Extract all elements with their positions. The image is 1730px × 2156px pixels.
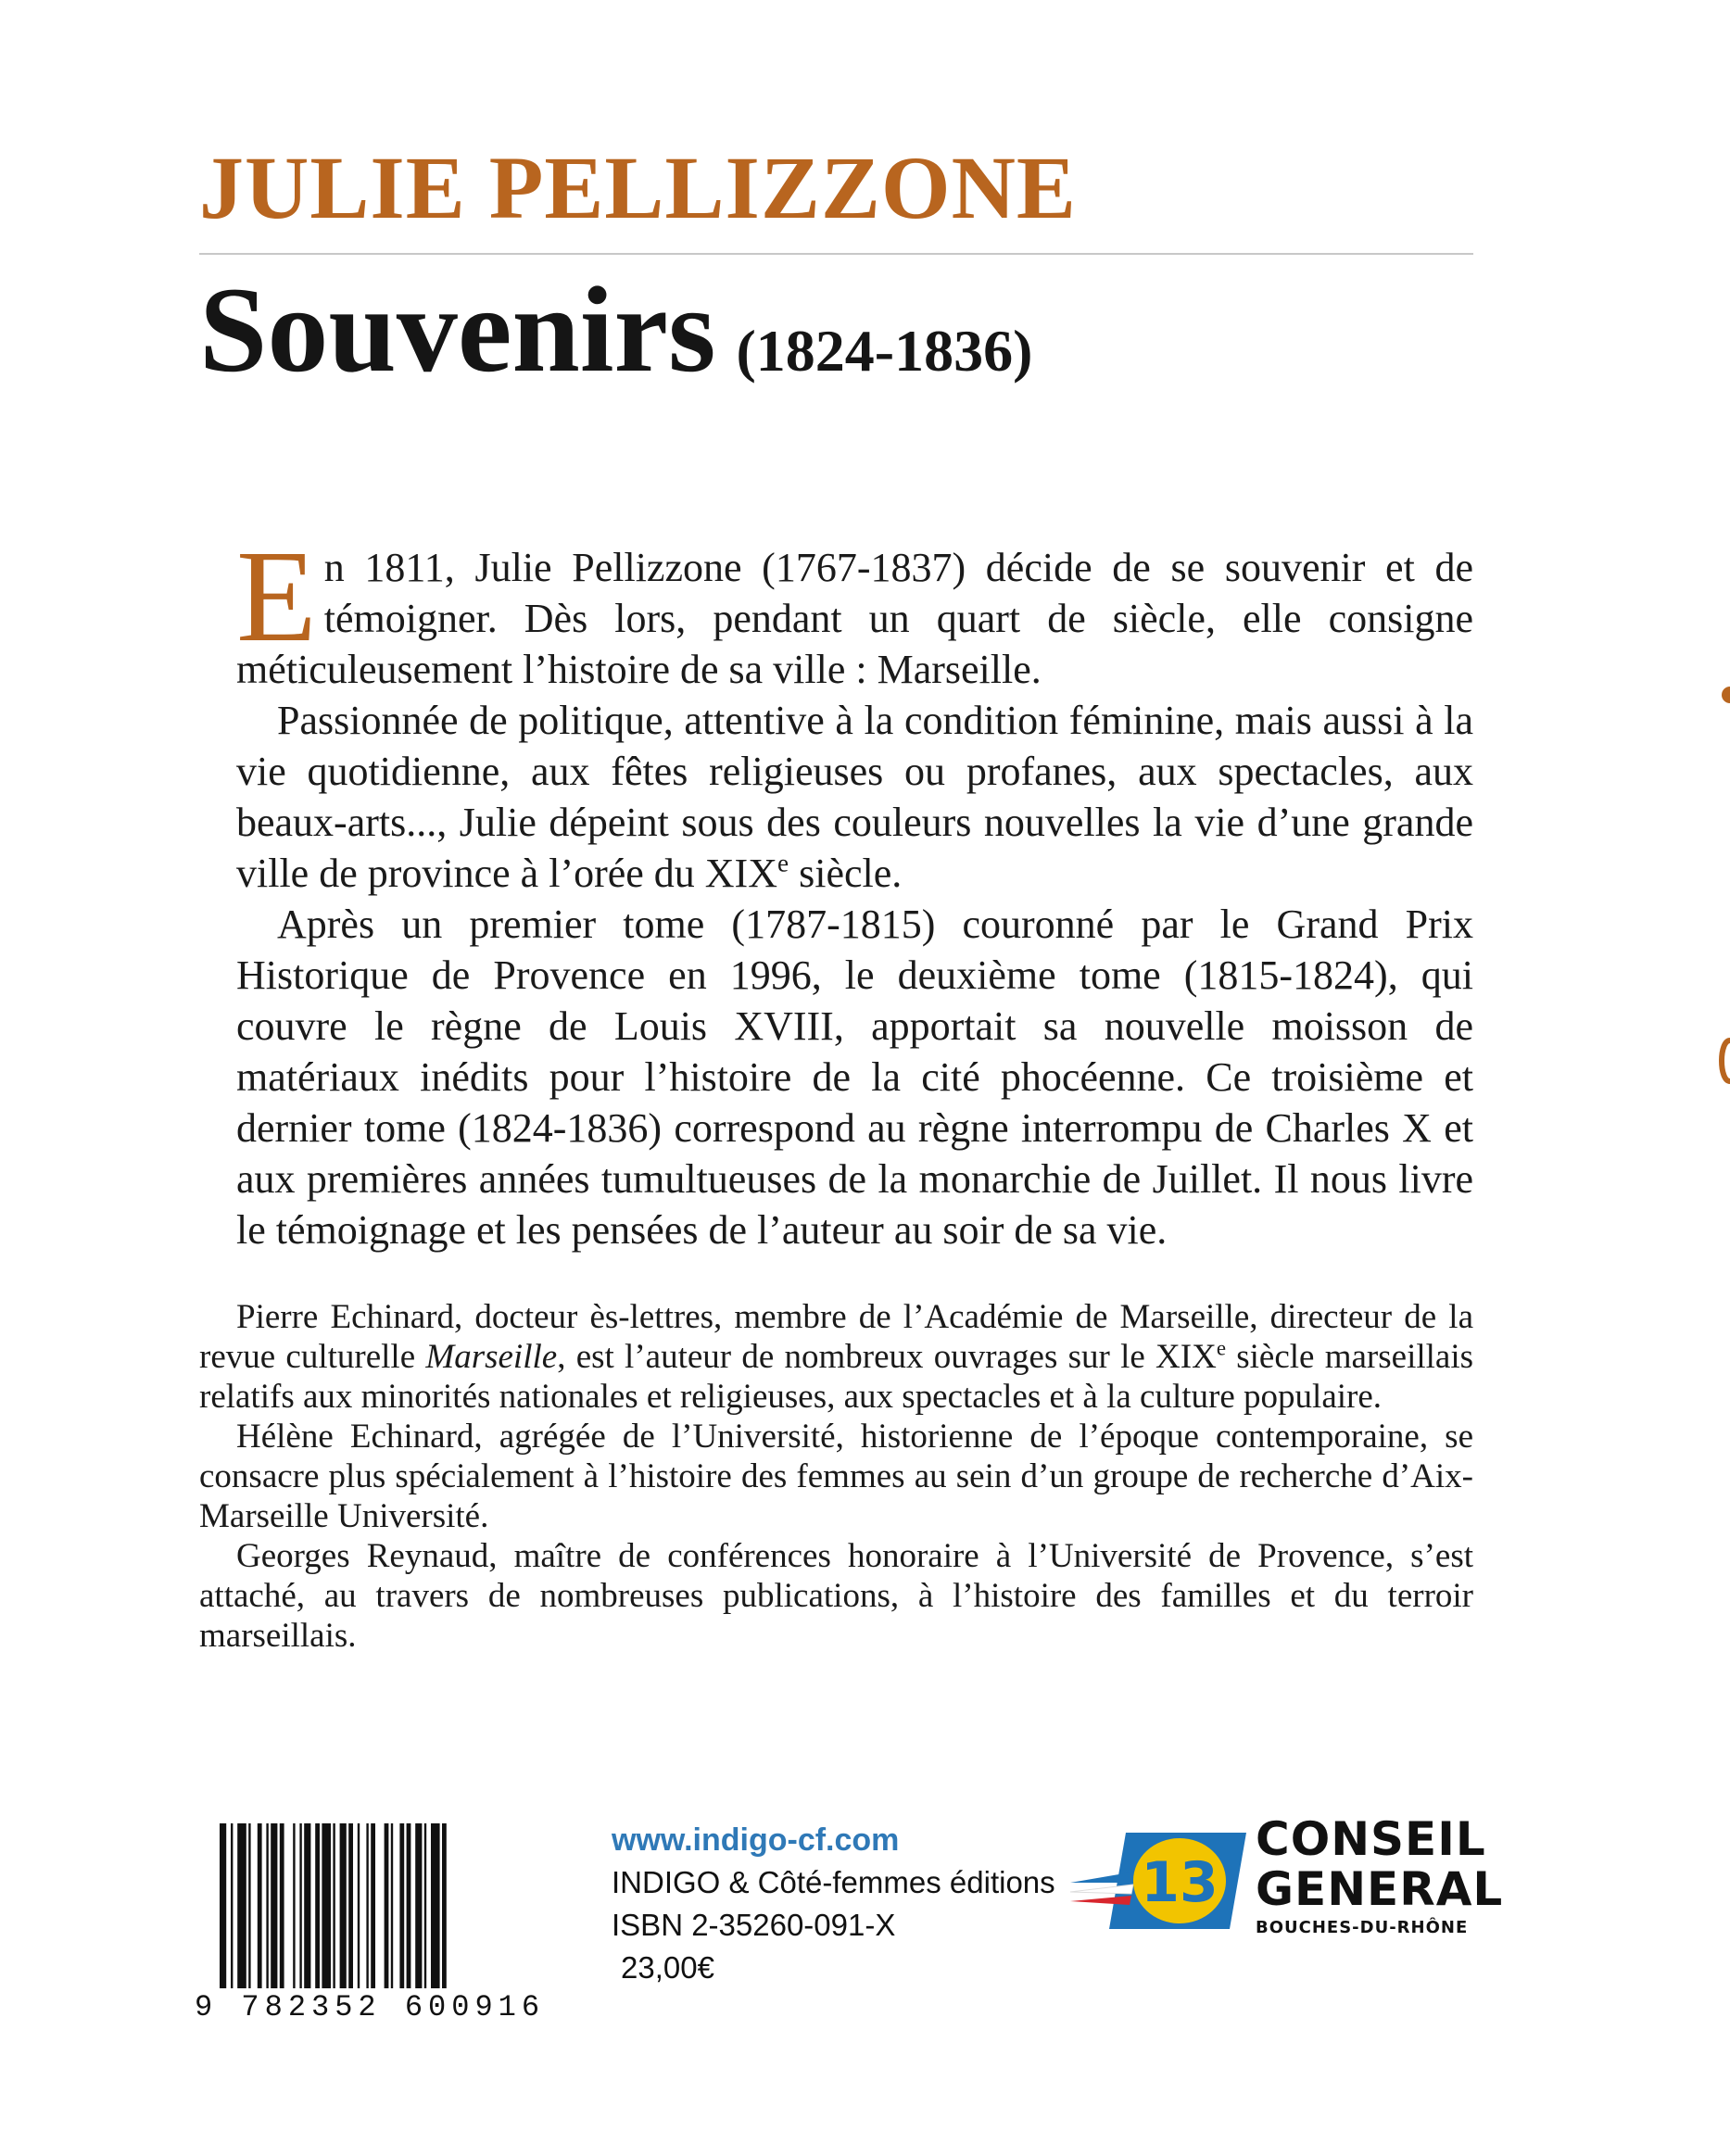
summary [236, 523, 1473, 1255]
edge-ornament-bottom [1717, 1033, 1730, 1089]
barcode-bar [248, 1823, 250, 1988]
bio-georges-reynaud: Georges Reynaud, maître de conférences honoraire à l’Université de Provence, s’est attaché, au travers de nombreuses publications, à l’histoire des familles et du terroir marseillais. [199, 1537, 1473, 1655]
summary-paragraph-2: Passionnée de politique, attentive à la condition féminine, mais aussi à la vie quotidienne, aux fêtes religieuses ou profanes, aux spectacles, aux beaux-arts..., Julie dépeint sous des couleurs nouvelles la vie d’une grande ville de province à l’orée du XIXe siècle. [236, 698, 1473, 896]
drop-cap: E [236, 523, 317, 669]
conseil-general-logo-icon [1070, 1825, 1256, 1936]
price: 23,00€ [621, 1950, 714, 1985]
barcode-bar [266, 1823, 268, 1988]
barcode-bar [237, 1823, 246, 1988]
barcode-bar [407, 1823, 411, 1988]
barcode-bar [271, 1823, 277, 1988]
barcode-bar [304, 1823, 310, 1988]
barcode-bar [431, 1823, 440, 1988]
edge-ornament-top [1717, 676, 1730, 713]
isbn: ISBN 2-35260-091-X [612, 1908, 896, 1942]
logo-number: 13 [1141, 1850, 1219, 1915]
barcode-bar [442, 1823, 447, 1988]
conseil-general-text: CONSEIL GENERAL BOUCHES-DU-RHÔNE [1256, 1812, 1504, 1937]
bio-pierre-echinard: Pierre Echinard, docteur ès-lettres, membre de l’Académie de Marseille, directeur de la revue culturelle Marseille, est l’auteur de nombreux ouvrages sur le XIXe siècle marseillais relatifs aux minorités nationales et religieuses, aux spectacles et à la culture populaire. [199, 1298, 1474, 1416]
barcode-bar [340, 1823, 347, 1988]
author-bios [199, 1297, 1473, 1656]
barcode-bar [299, 1823, 301, 1988]
barcode-bar [371, 1823, 375, 1988]
barcode-digits: 9 782352 600916 [195, 1990, 546, 2024]
barcode-bar [366, 1823, 368, 1988]
author-name: JULIE PELLIZZONE [199, 138, 1077, 237]
barcode-bar [399, 1823, 404, 1988]
barcode-bar [391, 1823, 393, 1988]
barcode-bar [358, 1823, 360, 1988]
bio-helene-echinard: Hélène Echinard, agrégée de l’Université, historienne de l’époque contemporaine, se consacre plus spécialement à l’histoire des femmes au sein d’un groupe de recherche d’Aix-Marseille Université. [199, 1418, 1473, 1535]
barcode-bar [293, 1823, 295, 1988]
publisher-info [612, 1819, 1055, 1989]
book-title [199, 261, 1033, 397]
publisher-name: INDIGO & Côté-femmes éditions [612, 1865, 1055, 1899]
barcode-bar [231, 1823, 233, 1988]
barcode-bar [258, 1823, 262, 1988]
barcode-bar [385, 1823, 389, 1988]
barcode-bar [424, 1823, 426, 1988]
barcode-bar [415, 1823, 422, 1988]
summary-paragraph-1: En 1811, Julie Pellizzone (1767-1837) décide de se souvenir et de témoigner. Dès lors, pendant un quart de siècle, elle consigne méticuleusement l’histoire de sa ville : Marseille. [236, 523, 1473, 692]
barcode-bar [315, 1823, 320, 1988]
summary-paragraph-3: Après un premier tome (1787-1815) couronné par le Grand Prix Historique de Provence en 1996, le deuxième tome (1815-1824), qui couvre le règne de Louis XVIII, apportait sa nouvelle moisson de matériaux inédits pour l’histoire de la cité phocéenne. Ce troisième et dernier tome (1824-1836) correspond au règne interrompu de Charles X et aux premières années tumultueuses de la monarchie de Juillet. Il nous livre le témoignage et les pensées de l’auteur au soir de sa vie. [236, 901, 1473, 1253]
barcode-bar [280, 1823, 284, 1988]
publisher-url[interactable]: www.indigo-cf.com [612, 1822, 900, 1858]
barcode-bar [333, 1823, 335, 1988]
barcode-bar [322, 1823, 331, 1988]
book-dates: (1824-1836) [736, 318, 1033, 384]
barcode-bar [348, 1823, 353, 1988]
book-title-text: Souvenirs [199, 261, 716, 397]
barcode-bar [220, 1823, 226, 1988]
title-divider [199, 253, 1473, 255]
